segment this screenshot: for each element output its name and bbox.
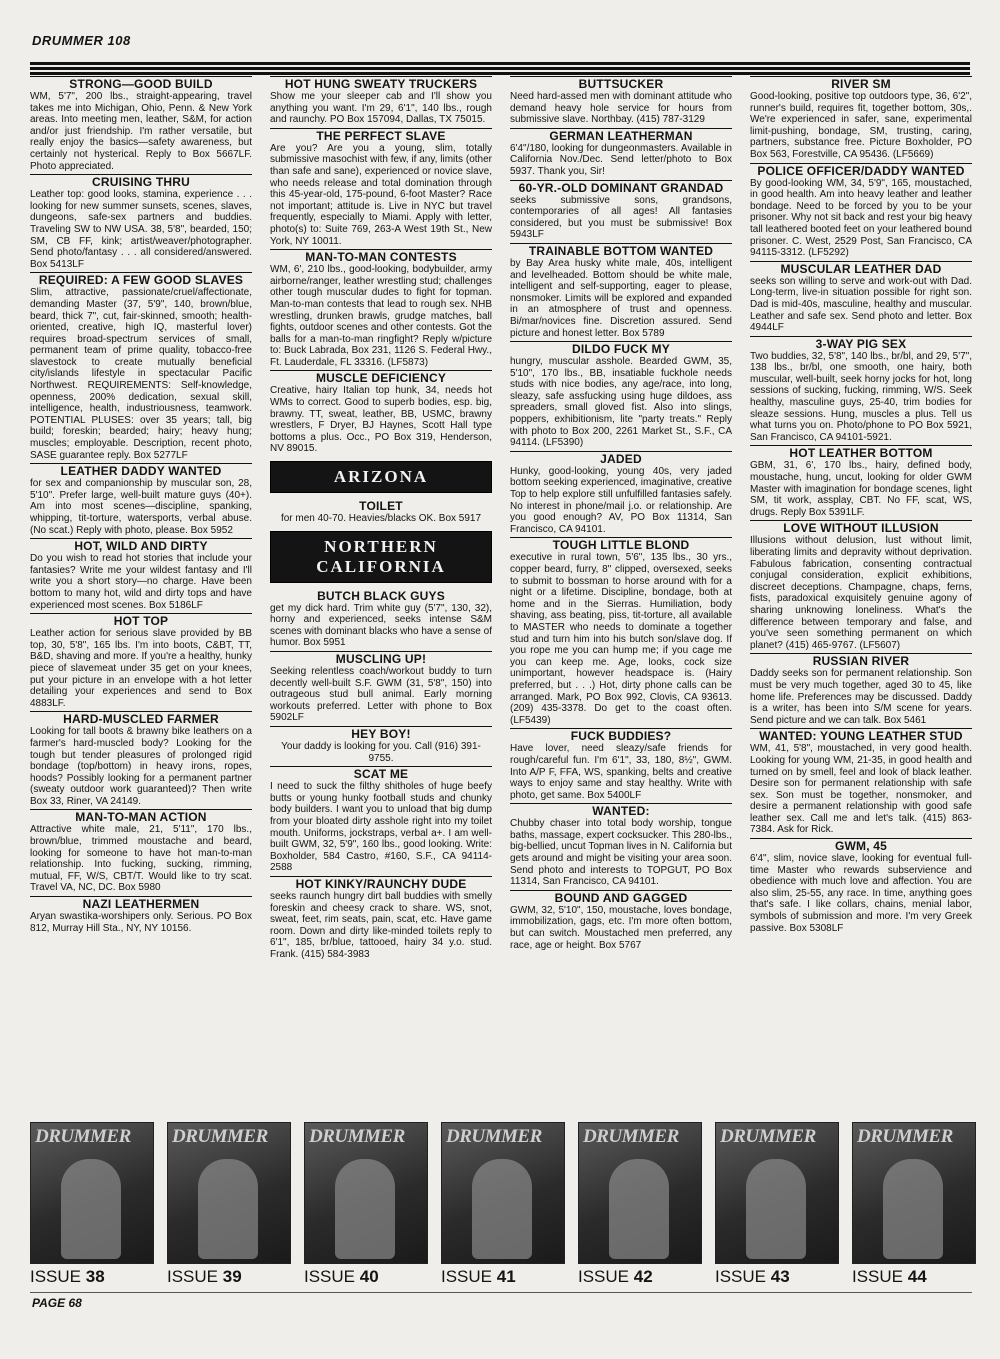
classified-ad <box>510 76 732 126</box>
cover-image <box>441 1122 565 1264</box>
classified-ad <box>510 803 732 888</box>
column-2 <box>270 76 492 1116</box>
column-4 <box>750 76 972 1116</box>
classified-ad <box>270 499 492 525</box>
ad-headline: 3-WAY PIG SEX <box>750 336 972 351</box>
ad-headline: TOILET <box>359 499 403 514</box>
ad-body: Leather action for serious slave provided by BB top, 30, 5'8", 165 lbs. I'm into boots, C&BT, TT, B&D, shaving and more. If you're a healthy, hunky piece of slavemeat under 35 get on your knees, put your picture in an envelope with a hot letter detailing your experiences and send to Box 4883LF. <box>30 628 252 709</box>
ad-body: Have lover, need sleazy/safe friends for rough/careful fun. I'm 6'1", 33, 180, 8½", GWM. Into A/P F, FFA, WS, spanking, belts and creative ways to enjoy same and stay healthy. Write with photo, get same. Box 5400LF <box>510 743 732 801</box>
ad-headline: HOT LEATHER BOTTOM <box>750 445 972 460</box>
page-number: PAGE 68 <box>32 1296 82 1310</box>
issue-number: 43 <box>770 1267 790 1286</box>
issue-number: 41 <box>496 1267 516 1286</box>
classified-ad <box>510 243 732 339</box>
ad-headline: POLICE OFFICER/DADDY WANTED <box>750 163 972 178</box>
ad-headline: DILDO FUCK MY <box>510 341 732 356</box>
ad-body: GWM, 32, 5'10", 150, moustache, loves bondage, immobilization, gags, etc. I'm more often bottom, but can switch. Moustached men preferred, any race, age or height. Box 5767 <box>510 904 732 951</box>
classified-ad <box>750 163 972 259</box>
ad-body: 6'4"/180, looking for dungeonmasters. Available in California Nov./Dec. Send letter/photo to Box 5937. Thank you, Sir! <box>510 142 732 177</box>
ad-headline: TOUGH LITTLE BLOND <box>510 537 732 552</box>
ad-headline: LOVE WITHOUT ILLUSION <box>750 520 972 535</box>
ad-body: Slim, attractive, passionate/cruel/affectionate, demanding Master (37, 5'9", 140, brown/blue, beard, thick 7", cut, fair-skinned, smooth; health-oriented, creative, high IQ, masterful lover) requires broad-spectrum services of small, permanent team of prime quality, tobacco-free slavestock to create mutually beneficial city/islands lifestyle in spectacular Pacific Northwest. REQUIREMENTS: Self-knowledge, openness, 200% dedication, sexual skill, intelligence, health, industriousness, teamwork. POTENTIAL PLUSES: over 35 years; tall, big build; foreskin; bearded; hairy; heavy hung; muscles; employable. Description, recent photo, SASE guarantee reply. Box 5277LF <box>30 287 252 461</box>
back-issue-covers <box>30 1122 972 1292</box>
ad-body: seeks son willing to serve and work-out with Dad. Long-term, live-in situation possible for right son. Dad is mid-40s, masculine, healthy and muscular. Leather and safe sex. Send photo and letter. Box 4944LF <box>750 275 972 334</box>
ad-headline: NAZI LEATHERMEN <box>30 896 252 911</box>
ad-body: Illusions without delusion, lust without limit, liberating limits and depravity without deprivation. Fabulous fabrication, consenting contractual conjugal consideration, explicit exhibitions, discreet deceptions. Champagne, chaps, ferns, fists, paradoxical exquisitely genuine agony of sharing unknowing loneliness. What's the difference between temporary and false, and you've seen something permanent on which planet? (415) 465-9767. (LF5607) <box>750 535 972 651</box>
ad-body: Chubby chaser into total body worship, tongue baths, massage, expert cocksucker. This 280-lbs., big-bellied, uncut Topman lives in N. California but gets around and might be visiting your area soon. Send photo and interests to TOPGUT, PO Box 11314, San Francisco, CA 94101. <box>510 818 732 888</box>
ad-headline: MAN-TO-MAN ACTION <box>30 809 252 824</box>
ad-body: Seeking relentless coach/workout buddy to turn decently well-built S.F. GWM (31, 5'8", 150) into outrageous stud bull animal. Early morning workouts preferred. Letter with phone to Box 5902LF <box>270 666 492 724</box>
classified-ad <box>750 728 972 836</box>
ad-body: executive in rural town, 5'6", 135 lbs., 30 yrs., copper beard, furry, 8" clipped, oversexed, seeks to submit to bossman to horse around with for a night or a lifetime. Discipline, bondage, both at home and in the Sierras. Humiliation, body shaving, ass beating, piss, tit-torture, all available to MASTER who needs to dominate a together stud and turn him into his butch son/slave dog. If you rope me you can hump me; if you cage me you can keep me. Age, looks, cock size unimportant, however headspace is. (Hairy preferred, but . . .) Hot, dirty phone calls can be arranged. Mark, PO Box 992, Clovis, CA 93613. (209) 435-3378. Do get to the coast often. (LF5439) <box>510 552 732 726</box>
issue-label <box>715 1266 837 1288</box>
ad-headline: WANTED: YOUNG LEATHER STUD <box>750 728 972 743</box>
ad-body: WM, 41, 5'8", moustached, in very good health. Looking for young WM, 21-35, in good health and turned on by smell, feel and look of black leather. Desire son for permanent relationship with safe sex. Son must be together, nonsmoker, and desire a permanent relationship with good safe leather sex. Call me and let's talk. (415) 863-7384. Ask for Rick. <box>750 743 972 836</box>
classified-ad <box>750 838 972 934</box>
ad-headline: HOT HUNG SWEATY TRUCKERS <box>270 76 492 91</box>
ad-headline: JADED <box>510 451 732 466</box>
cover-figure <box>198 1159 258 1259</box>
region-heading: ARIZONA <box>270 461 492 493</box>
ad-headline: WANTED: <box>510 803 732 818</box>
ad-body: WM, 5'7", 200 lbs., straight-appearing, travel takes me into Michigan, Ohio, Penn. & New York areas. Into meeting men, leather, S&M, for action and/or just friendship. I'm rather versatile, but really enjoy the basics—safety awareness, but certainly not hysterical. Reply to Box 5667LF. Photo appreciated. <box>30 91 252 172</box>
issue-word: ISSUE <box>167 1267 219 1286</box>
issue-number: 42 <box>633 1267 653 1286</box>
issue-label <box>167 1266 289 1288</box>
ad-body: hungry, muscular asshole. Bearded GWM, 35, 5'10", 170 lbs., BB, insatiable fuckhole needs studs with nice bodies, any age/race, into long, sleazy, safe assfucking using huge dildoes, ass spreaders, small gloved fist. Also into slings, poppers, exhibitionism, lite "party treats." Reply with photo to Box 200, 2261 Market St., S.F., CA 94114. (LF5390) <box>510 356 732 449</box>
ad-body: Hunky, good-looking, young 40s, very jaded bottom seeking experienced, imaginative, creative Top to help explore still unfulfilled fantasies safely. No interest in phone/mail j.o. or relationship. Are you good enough? AV, PO Box 11314, San Francisco, CA 94101. <box>510 465 732 535</box>
ad-headline: BUTTSUCKER <box>510 76 732 91</box>
classified-ad <box>510 451 732 536</box>
issue-word: ISSUE <box>715 1267 767 1286</box>
classified-ad <box>270 370 492 455</box>
ad-headline: HEY BOY! <box>270 726 492 741</box>
ad-body: Two buddies, 32, 5'8", 140 lbs., br/bl, and 29, 5'7", 138 lbs., br/bl, one smooth, one hairy, both muscular, well-built, seek horny jocks for hot, long sessions of sucking, fucking, rimming, W/S. Seek healthy, masculine guys, 25-40, trim bodies for sleaze sessions. Hung, muscles a plus. Tell us what turns you on. Photo/phone to PO Box 5921, San Francisco, CA 94101-5921. <box>750 350 972 443</box>
cover-figure <box>472 1159 532 1259</box>
classified-ad <box>30 272 252 461</box>
issue-cover <box>578 1122 700 1292</box>
cover-figure <box>335 1159 395 1259</box>
issue-label <box>441 1266 563 1288</box>
ad-body: seeks submissive sons, grandsons, contemporaries of all ages! All fantasies considered, but you must be submissive! Box 5943LF <box>510 194 732 241</box>
issue-number: 38 <box>85 1267 105 1286</box>
ad-headline: REQUIRED: A FEW GOOD SLAVES <box>30 272 252 287</box>
ad-headline: TRAINABLE BOTTOM WANTED <box>510 243 732 258</box>
issue-number: 39 <box>222 1267 242 1286</box>
ad-headline: RIVER SM <box>750 76 972 91</box>
cover-masthead: DRUMMER <box>583 1126 679 1147</box>
issue-cover <box>30 1122 152 1292</box>
ad-headline: BOUND AND GAGGED <box>510 890 732 905</box>
ad-body: Leather top: good looks, stamina, experience . . . looking for new summer sunsets, scenes, slaves, dungeons, safe-sex partners and buddies. Traveling SW to NW USA. 38, 5'8", bearded, 150; SM, CB FF, kink; artist/weaver/photographer. Send photo/fantasy . . . all considered/answered. Box 5413LF <box>30 189 252 270</box>
ad-body: Show me your sleeper cab and I'll show you anything you want. I'm 29, 6'1", 140 lbs., rough and raunchy. PO Box 157094, Dallas, TX 75015. <box>270 91 492 126</box>
classified-ad <box>510 128 732 178</box>
ad-body: seeks raunch hungry dirt ball buddies with smelly foreskin and cheesy crack to share. WS, snot, sweat, feet, rim seats, pain, scat, etc. Have game room. Down and dirty like-minded toilets reply to 6'1", 185, br/blue, tattooed, hairy 34 y.o. stud. Frank. (415) 584-3983 <box>270 890 492 960</box>
classified-ad <box>30 809 252 894</box>
issue-label <box>304 1266 426 1288</box>
ad-body: WM, 6', 210 lbs., good-looking, bodybuilder, army airborne/ranger, leather wrestling stud; challenges other tough muscular dudes to fight for topman. Man-to-man contests that lead to rough sex. NHB wrestling, drunken brawls, grudge matches, ball fights, outdoor scenes and other contests. Got the balls for a man-to-man ringfight? Reply w/picture to: Buck Labrada, Box 231, 1126 S. Federal Hwy., Ft. Lauderdale, FL 33316. (LF5873) <box>270 264 492 368</box>
ad-headline: GERMAN LEATHERMAN <box>510 128 732 143</box>
ad-headline: FUCK BUDDIES? <box>510 728 732 743</box>
cover-masthead: DRUMMER <box>309 1126 405 1147</box>
ad-body: By good-looking WM, 34, 5'9", 165, moustached, in good health. Am into heavy leather and leather bondage. Need to be forced by you to be your prisoner. Why not sit back and rest your big heavy tall leathered booted feet on your leathered bound prisoner. C. West, 2529 Post, San Francisco, CA 94115-3312. (LF5292) <box>750 177 972 259</box>
ad-body: Good-looking, positive top outdoors type, 36, 6'2", runner's build, requires fit, together bottom, 30s,. We're experienced in safer, sane, experimental limit-pushing, bondage, SM, trusting, caring, partners, substance free. Picture Boxholder, PO Box 563, Forestville, CA 95436. (LF5669) <box>750 91 972 160</box>
classified-ad <box>30 463 252 536</box>
column-3 <box>510 76 732 1116</box>
ad-headline: RUSSIAN RIVER <box>750 653 972 668</box>
classified-ad <box>270 249 492 368</box>
footer-rule <box>30 1292 972 1293</box>
top-rule <box>30 62 970 76</box>
ad-headline: HOT KINKY/RAUNCHY DUDE <box>270 876 492 891</box>
ad-body: Daddy seeks son for permanent relationship. Son must be very much together, aged 30 to 45, like home life. Preferences may be discussed. Daddy is a writer, has been into S/M scene for years. Send picture and we can talk. Box 5461 <box>750 668 972 726</box>
classified-ad <box>750 445 972 518</box>
classified-ad <box>270 651 492 724</box>
ad-headline: GWM, 45 <box>750 838 972 853</box>
classified-ad <box>750 520 972 651</box>
ad-headline: CRUISING THRU <box>30 174 252 189</box>
classified-ad <box>270 876 492 961</box>
classified-ad <box>510 728 732 801</box>
ad-body: Need hard-assed men with dominant attitude who demand heavy hole service for hours from submissive slave. Northbay. (415) 787-3129 <box>510 91 732 126</box>
ad-headline: MUSCLING UP! <box>270 651 492 666</box>
ad-headline: BUTCH BLACK GUYS <box>317 588 445 603</box>
classified-ad <box>30 711 252 807</box>
issue-word: ISSUE <box>852 1267 904 1286</box>
issue-cover <box>304 1122 426 1292</box>
issue-label <box>852 1266 974 1288</box>
cover-image <box>30 1122 154 1264</box>
ad-body: by Bay Area husky white male, 40s, intelligent and levelheaded. Bottom should be white male, intelligent and self-supporting, eager to please, nonsmoker. Limits will be explored and expanded in an atmosphere of trust and openness. Bi/mar/novices fine. Discretion assured. Send picture and honest letter. Box 5789 <box>510 257 732 339</box>
ad-headline: MUSCLE DEFICIENCY <box>270 370 492 385</box>
classified-ad <box>30 613 252 709</box>
ad-body: for men 40-70. Heavies/blacks OK. Box 5917 <box>280 513 482 525</box>
ad-headline: MUSCULAR LEATHER DAD <box>750 261 972 276</box>
classified-ad <box>30 76 252 172</box>
classified-ad <box>30 174 252 270</box>
classified-ad <box>270 589 492 649</box>
cover-masthead: DRUMMER <box>857 1126 953 1147</box>
classified-ad <box>510 890 732 951</box>
issue-cover <box>441 1122 563 1292</box>
cover-figure <box>61 1159 121 1259</box>
ad-body: Attractive white male, 21, 5'11", 170 lbs., brown/blue, trimmed moustache and beard, looking for someone to have hot man-to-man relationship. Into fucking, sucking, rimming, mutual, FF, W/S, CBT/T. Would like to try scat. Travel VA, NC, DC. Box 5980 <box>30 824 252 894</box>
column-1 <box>30 76 252 1116</box>
ad-headline: 60-YR.-OLD DOMINANT GRANDAD <box>510 180 732 195</box>
issue-word: ISSUE <box>304 1267 356 1286</box>
ad-headline: STRONG—GOOD BUILD <box>30 76 252 91</box>
ad-body: 6'4", slim, novice slave, looking for eventual full-time Master who rewards subservience and obedience with much love and affection. You are also slim, 25-55, any race. In time, anything goes that's safe. I like collars, chains, menial labor, symbols of submission and more. I'm very Greek passive. Box 5308LF <box>750 853 972 934</box>
classified-ad <box>30 538 252 611</box>
classified-ad <box>750 653 972 726</box>
classified-ad <box>30 896 252 934</box>
ad-headline: HARD-MUSCLED FARMER <box>30 711 252 726</box>
issue-word: ISSUE <box>441 1267 493 1286</box>
region-heading: NORTHERN CALIFORNIA <box>270 531 492 583</box>
ad-headline: SCAT ME <box>270 766 492 781</box>
issue-cover <box>852 1122 974 1292</box>
cover-masthead: DRUMMER <box>35 1126 131 1147</box>
issue-number: 44 <box>907 1267 927 1286</box>
classified-ad <box>750 336 972 444</box>
ad-body: Are you? Are you a young, slim, totally submissive masochist with few, if any, limits (other than safe and sane), experienced or novice slave, who needs release and total domination through this 45-year-old, 175-pound, 6-foot Master? Race not important; attitude is. Live in NYC but travel frequently, especially to Miami. Apply with letter, photo(s) to: Suite 769, 263-A West 19th St., New York, NY 10011. <box>270 142 492 247</box>
classified-ad <box>750 261 972 334</box>
issue-word: ISSUE <box>578 1267 630 1286</box>
ad-body: Creative, hairy Italian top hunk, 34, needs hot WMs to correct. Good to superb bodies, esp. big, brawny. TT, sweat, leather, BB, USMC, brawny wrestlers, F Dryer, BJ Haynes, Scott Hall type bottoms a plus. Occ., PO Box 319, Henderson, NV 89015. <box>270 385 492 455</box>
classified-ad <box>510 180 732 241</box>
classified-ad <box>750 76 972 161</box>
cover-image <box>715 1122 839 1264</box>
issue-label <box>578 1266 700 1288</box>
cover-masthead: DRUMMER <box>172 1126 268 1147</box>
cover-image <box>852 1122 976 1264</box>
cover-masthead: DRUMMER <box>446 1126 542 1147</box>
classified-ad <box>510 341 732 449</box>
issue-number: 40 <box>359 1267 379 1286</box>
ad-body: Your daddy is looking for you. Call (916) 391-9755. <box>281 740 481 764</box>
issue-cover <box>167 1122 289 1292</box>
ad-body: Aryan swastika-worshipers only. Serious. PO Box 812, Murray Hill Sta., NY, NY 10156. <box>30 911 252 934</box>
ad-body: I need to suck the filthy shitholes of huge beefy butts or young hunky football studs and chunky body builders. I want you to unload that big dump from your bloated dirty asshole right into my toilet mouth. Uniforms, jockstraps, verbal a+. I am well-built GWM, 32, 5'9", 160 lbs., good looking. Write: Boxholder, 584 Castro, #160, S.F., CA 94114-2588 <box>270 781 492 874</box>
cover-image <box>304 1122 428 1264</box>
classified-ad <box>510 537 732 726</box>
classifieds-columns <box>30 76 972 1116</box>
cover-figure <box>746 1159 806 1259</box>
cover-image <box>578 1122 702 1264</box>
issue-cover <box>715 1122 837 1292</box>
ad-body: Do you wish to read hot stories that include your fantasies? Write me your wildest fantasy and I'll write you a short story—no charge. Have been bottom to many hot, wild and dirty tops and have experienced most scenes. Box 5186LF <box>30 553 252 611</box>
classified-ad <box>270 766 492 874</box>
cover-image <box>167 1122 291 1264</box>
ad-headline: HOT, WILD AND DIRTY <box>30 538 252 553</box>
ad-headline: LEATHER DADDY WANTED <box>30 463 252 478</box>
ad-headline: THE PERFECT SLAVE <box>270 128 492 143</box>
ad-body: for sex and companionship by muscular son, 28, 5'10". Prefer large, well-built mature guys (40+). Am into most scenes—discipline, spanking, whipping, tit-torture, watersports, verbal abuse. (No scat.) Reply with photo, please. Box 5952 <box>30 478 252 536</box>
classified-ad <box>270 76 492 126</box>
ad-body: GBM, 31, 6', 170 lbs., hairy, defined body, moustache, hung, uncut, looking for older GWM Master with imagination for bondage scenes, light SM, tit work, assplay, CBT. No FF, scat, WS, drugs. Reply Box 5391LF. <box>750 460 972 518</box>
classified-ad <box>270 726 492 764</box>
issue-label <box>30 1266 152 1288</box>
ad-headline: HOT TOP <box>30 613 252 628</box>
ad-body: get my dick hard. Trim white guy (5'7", 130, 32), horny and experienced, seeks intense S&M scenes with dominant blacks who have a sense of humor. Box 5951 <box>270 602 492 649</box>
issue-word: ISSUE <box>30 1267 82 1286</box>
ad-body: Looking for tall boots & brawny bike leathers on a farmer's hard-muscled body? Looking for the tough but tender pleasures of prolonged rigid bondage (top/bottom) in heavy irons, ropes, hoods? Possibly looking for a permanent partner (sweaty outdoor work guaranteed)? Then write Box 33, Riner, VA 24149. <box>30 726 252 807</box>
cover-masthead: DRUMMER <box>720 1126 816 1147</box>
ad-headline: MAN-TO-MAN CONTESTS <box>270 249 492 264</box>
running-header: DRUMMER 108 <box>32 33 131 48</box>
cover-figure <box>609 1159 669 1259</box>
cover-figure <box>883 1159 943 1259</box>
classified-ad <box>270 128 492 247</box>
